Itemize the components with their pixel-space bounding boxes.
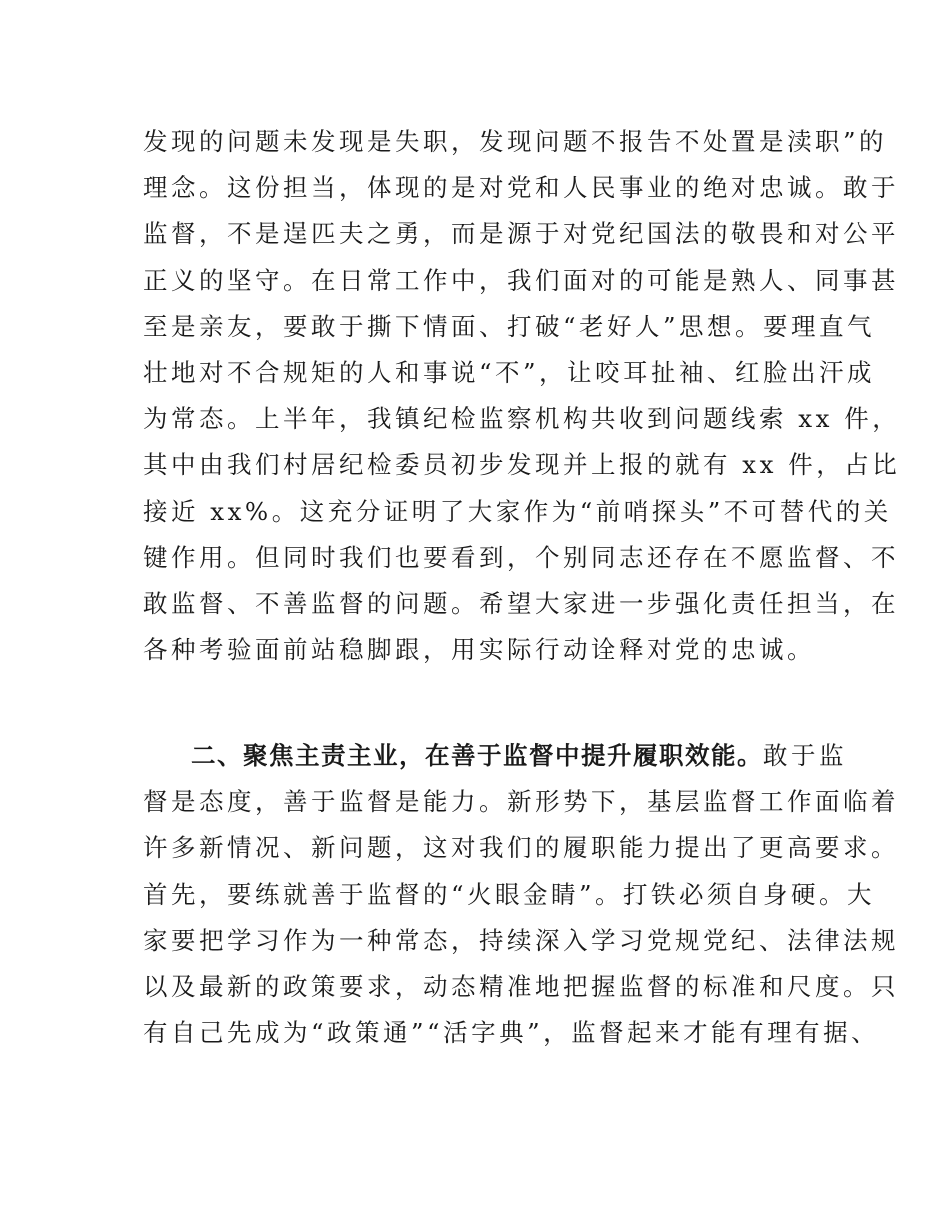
heading-line-continuation: 敢于监	[763, 741, 847, 770]
first-text-line	[143, 733, 847, 779]
text-line: 为常态。上半年，我镇纪检监察机构共收到问题线索 xx 件，	[143, 404, 901, 434]
text-line: 壮地对不合规矩的人和事说“不”，让咬耳扯袖、红脸出汗成	[143, 357, 876, 387]
text-line: 发现的问题未发现是失职，发现问题不报告不处置是渎职”的	[143, 127, 888, 156]
text-line: 至是亲友，要敢于撕下情面、打破“老好人”思想。要理直气	[143, 311, 876, 341]
text-line: 家要把学习作为一种常态，持续深入学习党规党纪、法律法规	[143, 925, 899, 955]
text-line: 接近 xx%。这充分证明了大家作为“前哨探头”不可替代的关	[143, 496, 892, 526]
text-line: 正义的坚守。在日常工作中，我们面对的可能是熟人、同事甚	[143, 265, 899, 295]
text-line: 首先，要练就善于监督的“火眼金睛”。打铁必须自身硬。大	[143, 879, 876, 909]
text-line: 监督，不是逞匹夫之勇，而是源于对党纪国法的敬畏和对公平	[143, 219, 899, 249]
text-line: 有自己先成为“政策通”“活字典”，监督起来才能有理有据、	[143, 1018, 880, 1048]
text-line: 督是态度，善于监督是能力。新形势下，基层监督工作面临着	[143, 787, 899, 817]
text-line: 以及最新的政策要求，动态精准地把握监督的标准和尺度。只	[143, 971, 899, 1001]
text-line: 各种考验面前站稳脚跟，用实际行动诠释对党的忠诚。	[143, 635, 815, 665]
body-paragraph-2	[143, 733, 899, 1056]
text-line: 理念。这份担当，体现的是对党和人民事业的绝对忠诚。敢于	[143, 173, 899, 203]
text-line: 敢监督、不善监督的问题。希望大家进一步强化责任担当，在	[143, 588, 899, 618]
section-heading: 二、聚焦主责主业，在善于监督中提升履职效能。	[191, 741, 763, 770]
text-line: 其中由我们村居纪检委员初步发现并上报的就有 xx 件，占比	[143, 450, 901, 480]
body-paragraph-1	[143, 119, 901, 673]
text-line: 键作用。但同时我们也要看到，个别同志还存在不愿监督、不	[143, 542, 899, 572]
text-line: 许多新情况、新问题，这对我们的履职能力提出了更高要求。	[143, 833, 899, 863]
